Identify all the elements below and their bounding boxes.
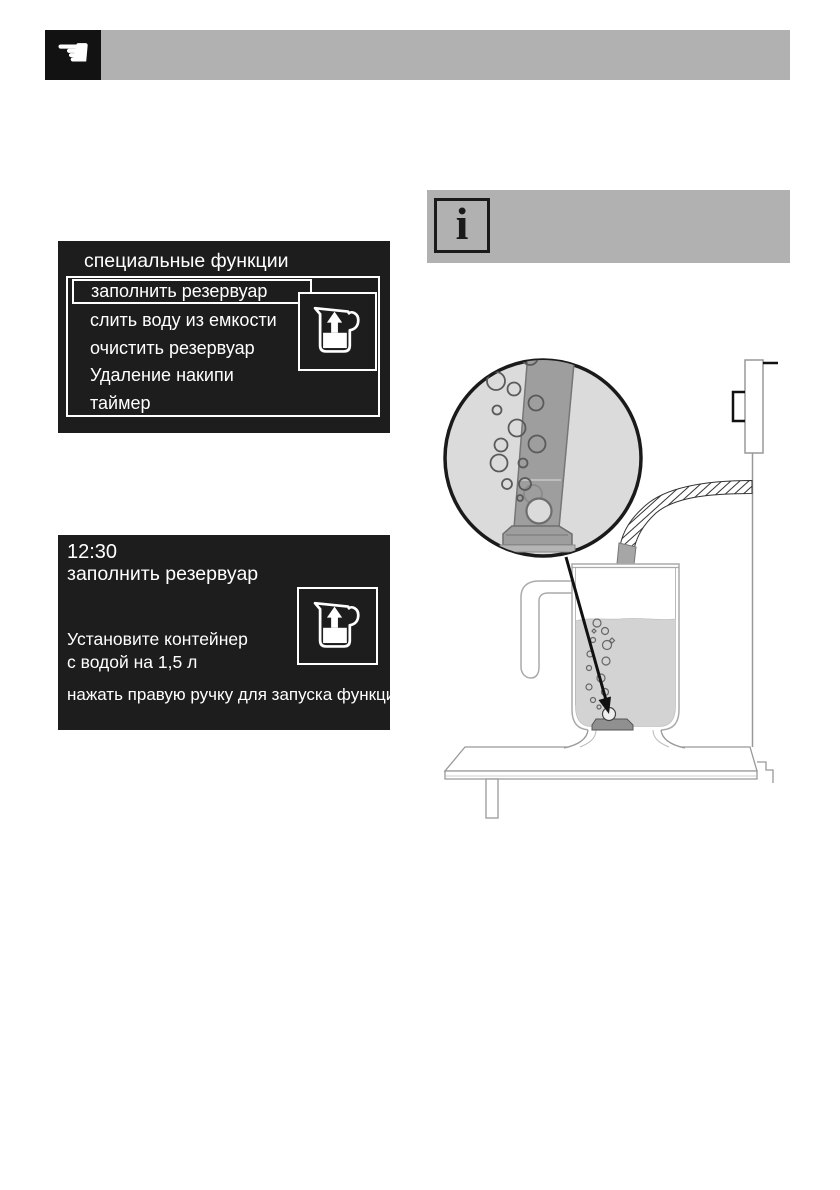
menu-item: Удаление накипи <box>90 365 234 385</box>
tray-leg <box>486 779 498 818</box>
water-jug-fill-icon <box>298 292 377 371</box>
water-jug-fill-icon <box>297 587 378 665</box>
magnified-wand-hole <box>527 499 552 524</box>
up-arrow-icon <box>327 312 342 333</box>
water-jug-fill-glyph <box>304 593 371 660</box>
water-jug-fill-glyph <box>304 298 371 365</box>
pointing-hand-glyph: ☚ <box>55 30 91 76</box>
machine-panel <box>745 360 763 453</box>
up-arrow-icon <box>327 606 342 627</box>
menu-item: слить воду из емкости <box>90 310 277 330</box>
container-foot <box>562 729 687 749</box>
display-title: специальные функции <box>84 250 289 272</box>
page-header-bar <box>45 30 790 80</box>
info-icon <box>434 198 490 253</box>
info-note-bar <box>427 190 790 263</box>
instruction-text <box>67 628 248 674</box>
container-handle <box>521 581 574 678</box>
menu-item-list <box>90 307 277 417</box>
instruction-line: с водой на 1,5 л <box>67 652 198 672</box>
machine-illustration <box>420 345 795 835</box>
menu-item: очистить резервуар <box>90 337 255 358</box>
machine-button <box>733 392 745 421</box>
info-glyph: i <box>455 198 469 249</box>
drip-tray <box>445 747 773 818</box>
instruction-line: Установите контейнер <box>67 629 248 649</box>
water-fill <box>576 618 676 726</box>
pointing-hand-icon <box>45 30 101 80</box>
time-display: 12:30 <box>67 541 118 563</box>
menu-item: таймер <box>90 392 151 413</box>
selected-menu-item: заполнить резервуар <box>72 279 312 304</box>
action-hint-text: нажать правую ручку для запуска функции <box>67 685 405 704</box>
connection-hose <box>620 481 752 550</box>
fill-reservoir-display <box>58 535 405 730</box>
special-functions-display <box>58 241 390 433</box>
display-title: заполнить резервуар <box>67 563 259 585</box>
magnifier-circle <box>445 349 641 556</box>
machine-side <box>733 360 778 747</box>
